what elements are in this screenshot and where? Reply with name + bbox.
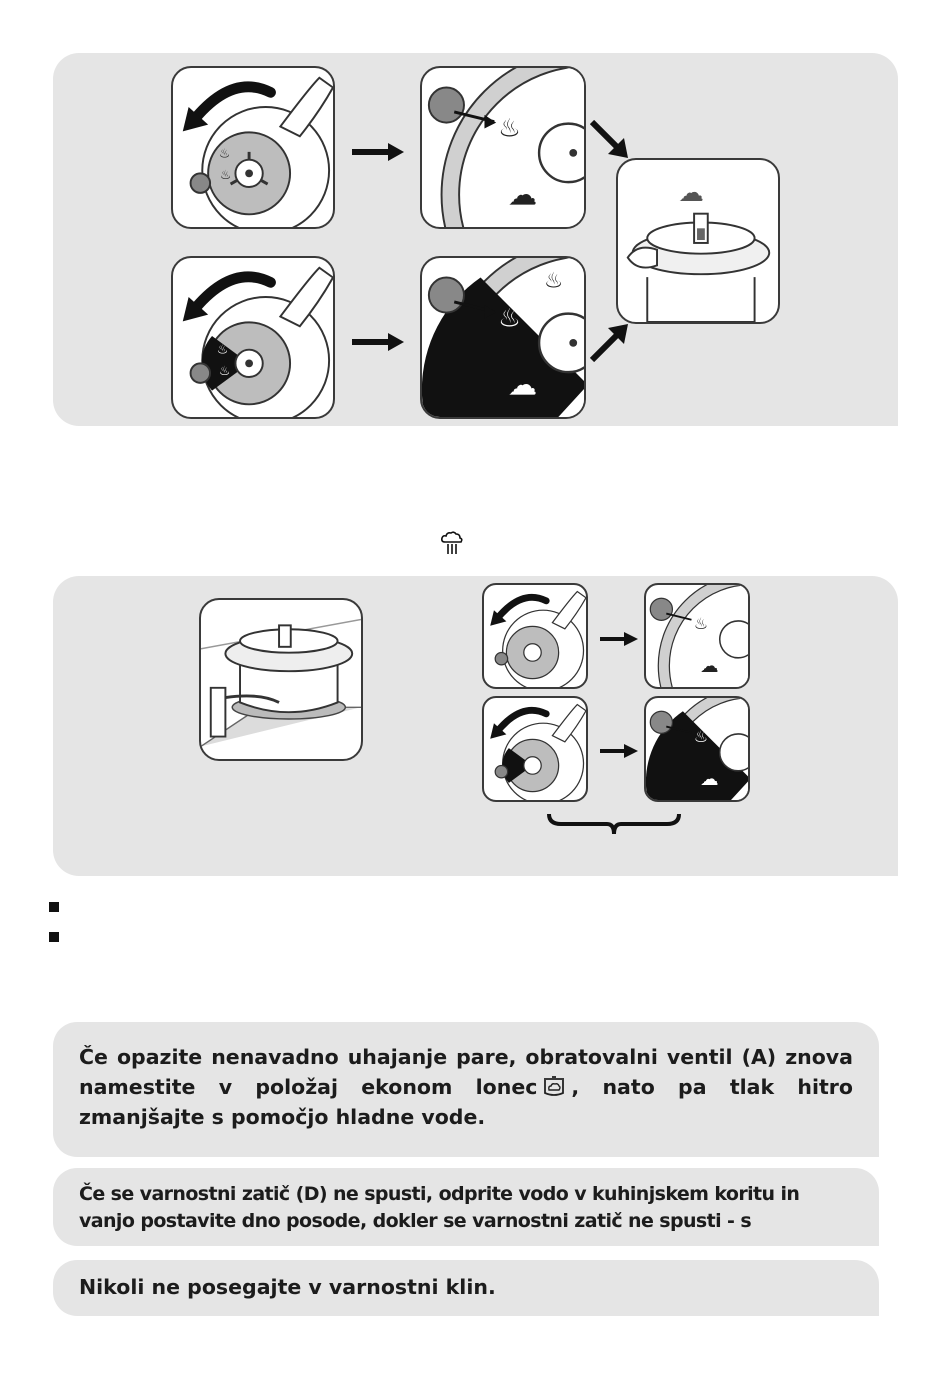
note-line: Če opazite nenavadno uhajanje pare, obratovalni ventil (A) znova bbox=[79, 1045, 853, 1069]
svg-text:♨: ♨ bbox=[693, 613, 709, 633]
arrow-diagonal-up bbox=[590, 322, 630, 362]
svg-text:♨: ♨ bbox=[216, 341, 229, 357]
svg-text:♨: ♨ bbox=[693, 726, 709, 746]
figure-steam-position-closeup bbox=[420, 66, 586, 229]
svg-text:♨: ♨ bbox=[543, 268, 564, 294]
note-line: vanjo postavite dno posode, dokler se varnostni zatič ne spusti - s bbox=[79, 1210, 752, 1232]
figure-steam-closeup-small bbox=[644, 583, 750, 689]
figure-turn-valve-economy-small bbox=[482, 696, 588, 802]
instruction-figure-panel-bottom bbox=[53, 576, 898, 876]
bullet-marker bbox=[49, 932, 59, 942]
svg-text:☁: ☁ bbox=[507, 367, 538, 402]
note-text: namestite v položaj ekonom lonec bbox=[79, 1075, 538, 1099]
svg-text:♨: ♨ bbox=[498, 302, 521, 333]
bullet-marker bbox=[49, 902, 59, 912]
note-text: , nato pa tlak hitro bbox=[571, 1075, 853, 1099]
figure-turn-valve-steam-small bbox=[482, 583, 588, 689]
svg-text:☁: ☁ bbox=[507, 177, 538, 212]
arrow-right bbox=[352, 143, 404, 161]
warning-note-safety-pin bbox=[53, 1168, 879, 1246]
warning-note-steam-leak bbox=[53, 1022, 879, 1157]
figure-economy-closeup-small bbox=[644, 696, 750, 802]
figure-cool-under-tap bbox=[199, 598, 363, 761]
arrow-right bbox=[352, 333, 404, 351]
warning-note-never-tamper bbox=[53, 1260, 879, 1316]
steam-release-icon bbox=[440, 530, 464, 556]
svg-text:♨: ♨ bbox=[218, 363, 231, 379]
figure-turn-valve-economy bbox=[171, 256, 335, 419]
svg-text:♨: ♨ bbox=[218, 145, 231, 161]
arrow-right bbox=[600, 631, 638, 645]
svg-text:♨: ♨ bbox=[219, 167, 232, 183]
arrow-diagonal-down bbox=[590, 120, 630, 160]
brace-bottom bbox=[547, 812, 681, 836]
economy-pot-icon bbox=[541, 1075, 567, 1097]
note-line: Nikoli ne posegajte v varnostni klin. bbox=[79, 1275, 496, 1299]
svg-text:☁: ☁ bbox=[700, 768, 719, 790]
figure-turn-valve-steam bbox=[171, 66, 335, 229]
figure-pressure-release-steam bbox=[616, 158, 780, 324]
note-line: zmanjšajte s pomočjo hladne vode. bbox=[79, 1105, 486, 1129]
svg-text:☁: ☁ bbox=[700, 655, 719, 677]
svg-text:♨: ♨ bbox=[498, 112, 521, 143]
figure-economy-position-closeup bbox=[420, 256, 586, 419]
note-line bbox=[79, 1072, 853, 1102]
svg-text:☁: ☁ bbox=[678, 177, 704, 207]
note-line: Če se varnostni zatič (D) ne spusti, odprite vodo v kuhinjskem koritu in bbox=[79, 1183, 800, 1205]
arrow-right bbox=[600, 743, 638, 757]
